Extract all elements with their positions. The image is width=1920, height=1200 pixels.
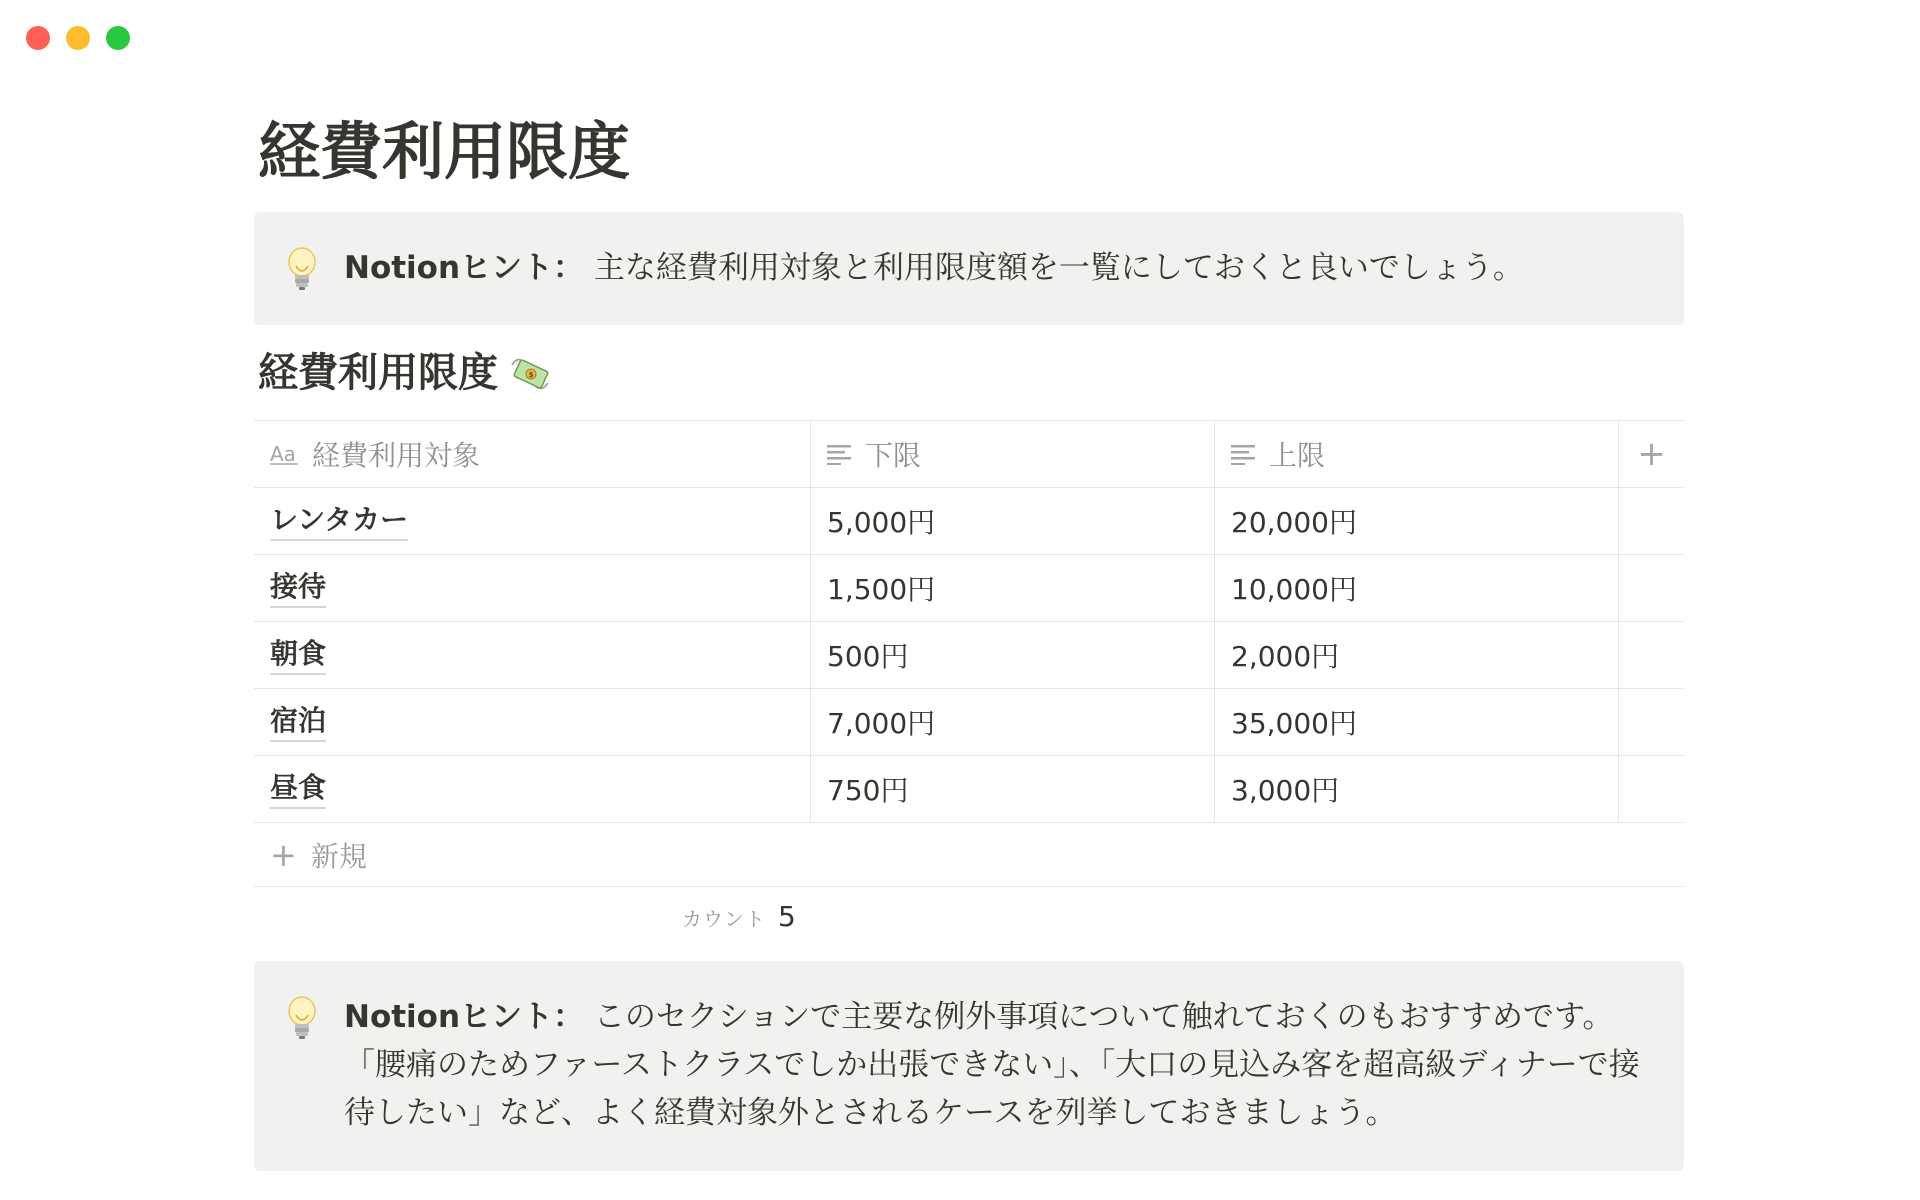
text-lines-icon [1231, 443, 1257, 465]
add-column-button[interactable] [1619, 421, 1684, 487]
column-header-name[interactable] [254, 421, 811, 487]
cell-max[interactable]: 2,000円 [1215, 622, 1619, 688]
table-row[interactable] [254, 756, 1684, 823]
table-row[interactable] [254, 488, 1684, 555]
window-controls [26, 26, 130, 50]
cell-min[interactable]: 750円 [811, 756, 1215, 822]
cell-min[interactable]: 500円 [811, 622, 1215, 688]
row-name[interactable]: 接待 [270, 569, 326, 608]
column-header-max[interactable] [1215, 421, 1619, 487]
row-name[interactable]: 朝食 [270, 636, 326, 675]
column-header-min[interactable] [811, 421, 1215, 487]
cell-min[interactable]: 7,000円 [811, 689, 1215, 755]
cell-max[interactable]: 10,000円 [1215, 555, 1619, 621]
cell-max[interactable]: 35,000円 [1215, 689, 1619, 755]
row-name[interactable]: 昼食 [270, 770, 326, 809]
column-header-label: 経費利用対象 [312, 439, 481, 472]
hint-text [344, 244, 1644, 325]
row-name[interactable]: レンタカー [270, 502, 408, 541]
table-row[interactable] [254, 555, 1684, 622]
close-window-button[interactable] [26, 26, 50, 50]
new-row-button[interactable] [254, 823, 1684, 887]
hint-callout-bottom[interactable] [254, 961, 1684, 1171]
cell-name[interactable] [254, 488, 811, 554]
table-row[interactable] [254, 689, 1684, 756]
hint-body: 主な経費利用対象と利用限度額を一覧にしておくと良いでしょう。 [584, 250, 1524, 286]
column-header-label: 上限 [1269, 439, 1326, 472]
money-with-wings-icon [508, 351, 552, 395]
database-title[interactable] [258, 345, 552, 401]
cell-name[interactable] [254, 555, 811, 621]
cell-empty [1619, 756, 1684, 822]
row-name[interactable]: 宿泊 [270, 703, 326, 742]
cell-max[interactable]: 20,000円 [1215, 488, 1619, 554]
cell-empty [1619, 689, 1684, 755]
plus-icon: + [1637, 434, 1666, 474]
cell-name[interactable] [254, 756, 811, 822]
hint-lead: Notionヒント： [344, 999, 585, 1035]
count-label: カウント [682, 907, 766, 931]
maximize-window-button[interactable] [106, 26, 130, 50]
hint-lead: Notionヒント： [344, 250, 585, 286]
cell-empty [1619, 622, 1684, 688]
svg-text:$: $ [528, 371, 534, 379]
page-title[interactable]: 経費利用限度 [258, 115, 631, 188]
cell-name[interactable] [254, 622, 811, 688]
cell-min[interactable]: 5,000円 [811, 488, 1215, 554]
count-value: 5 [778, 900, 796, 933]
cell-max[interactable]: 3,000円 [1215, 756, 1619, 822]
table-header-row [254, 421, 1684, 488]
database-title-text: 経費利用限度 [258, 350, 498, 396]
column-header-label: 下限 [865, 439, 922, 472]
cell-empty [1619, 488, 1684, 554]
database-table [254, 420, 1684, 887]
svg-text:Aa: Aa [270, 443, 296, 465]
hint-body: このセクションで主要な例外事項について触れておくのもおすすめです。「腰痛のためファーストクラスでしか出張できない」、「大口の見込み客を超高級ディナーで接待したい」など、よく経費対象外とされるケースを列挙しておきましょう。 [344, 999, 1640, 1131]
cell-min[interactable]: 1,500円 [811, 555, 1215, 621]
title-aa-icon [270, 443, 300, 465]
new-row-label: 新規 [310, 839, 367, 873]
count-summary[interactable] [682, 900, 796, 933]
table-row[interactable] [254, 622, 1684, 689]
minimize-window-button[interactable] [66, 26, 90, 50]
plus-icon: + [270, 835, 297, 874]
lightbulb-icon [284, 246, 324, 325]
text-lines-icon [827, 443, 853, 465]
cell-name[interactable] [254, 689, 811, 755]
lightbulb-icon [284, 995, 324, 1171]
cell-empty [1619, 555, 1684, 621]
hint-callout-top[interactable] [254, 212, 1684, 325]
hint-text [344, 993, 1644, 1171]
